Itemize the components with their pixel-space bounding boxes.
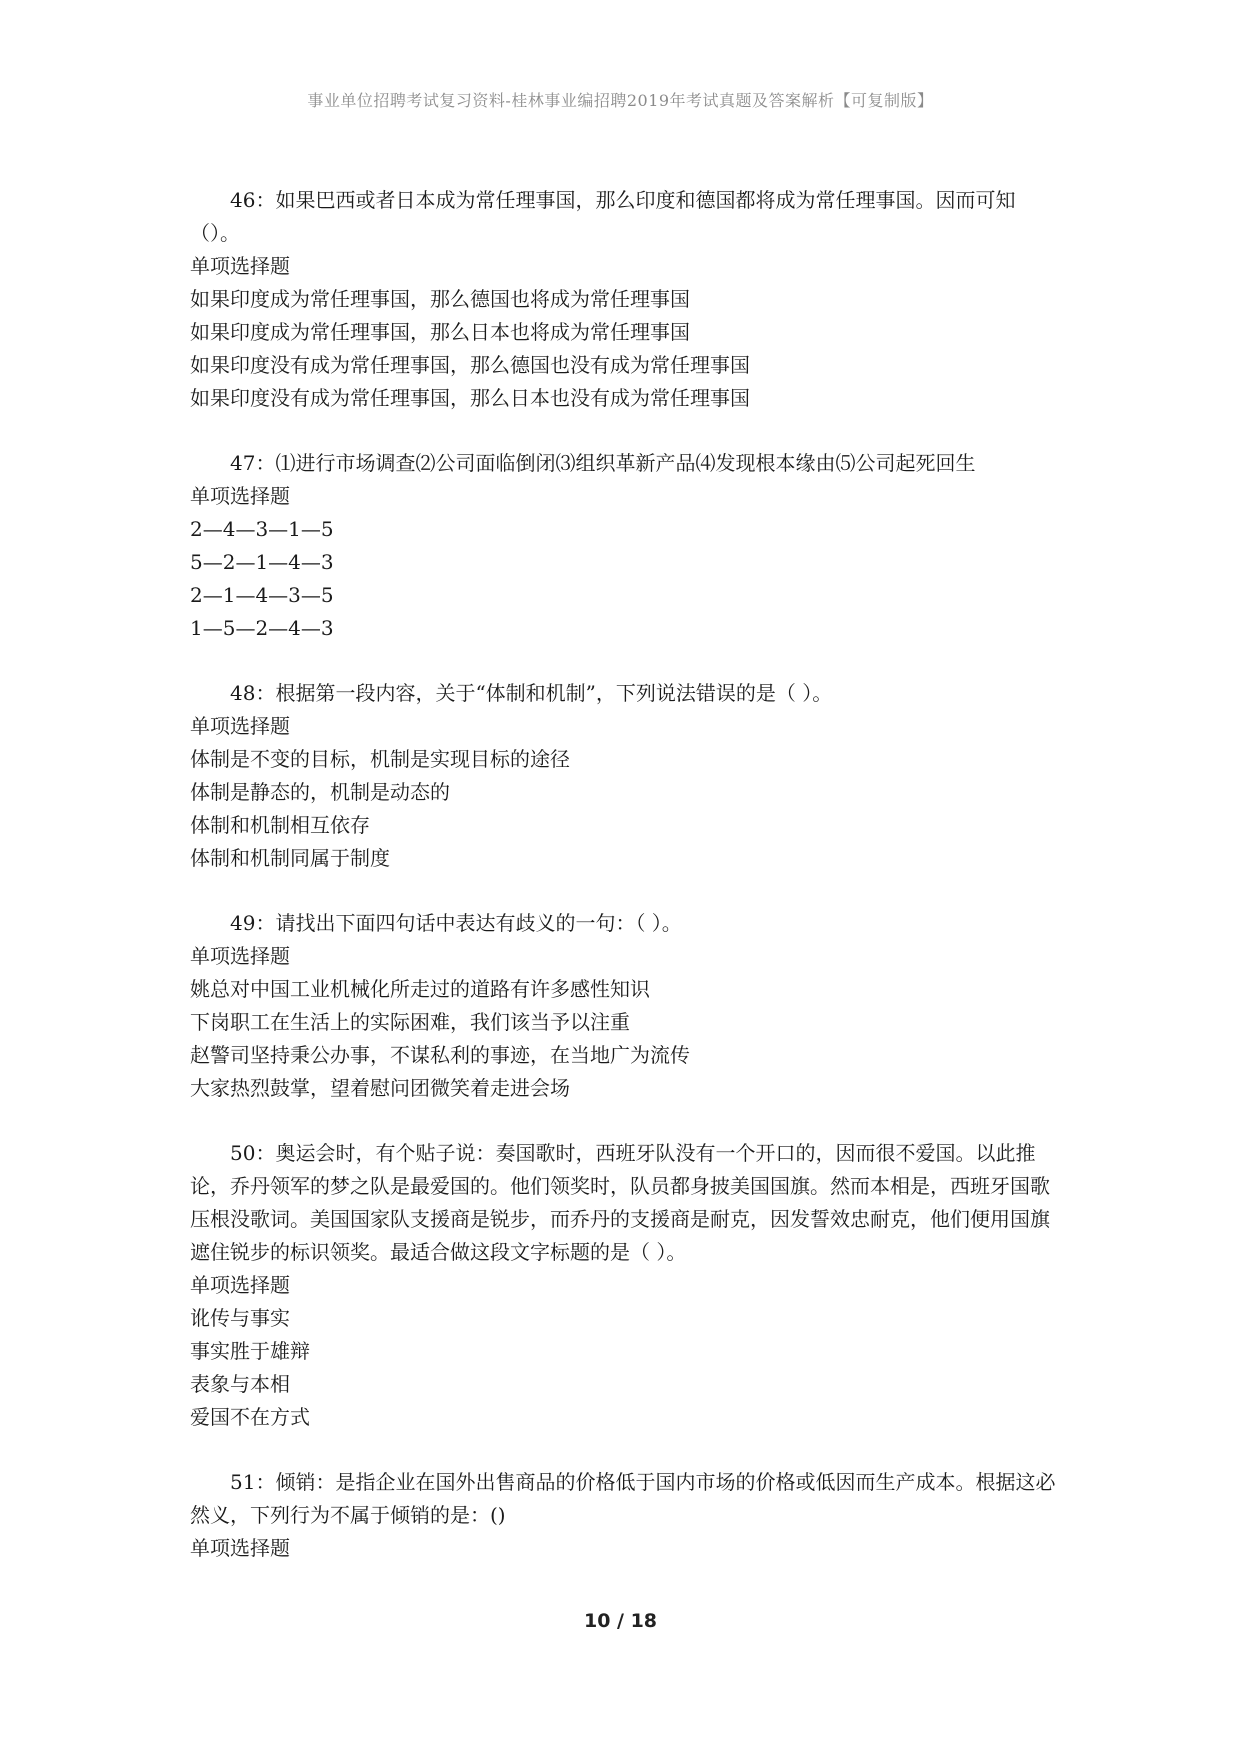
question-48: [190, 677, 1060, 875]
question-stem: 48：根据第一段内容，关于“体制和机制”，下列说法错误的是（ ）。: [230, 681, 833, 705]
question-type: 单项选择题: [190, 1536, 290, 1560]
question-46: [190, 184, 1060, 415]
question-option: 1—5—2—4—3: [190, 616, 334, 640]
question-option: 如果印度成为常任理事国，那么日本也将成为常任理事国: [190, 320, 690, 344]
question-option: 爱国不在方式: [190, 1405, 310, 1429]
question-option: 表象与本相: [190, 1372, 290, 1396]
question-option: 姚总对中国工业机械化所走过的道路有许多感性知识: [190, 977, 650, 1001]
question-option: 赵警司坚持秉公办事，不谋私利的事迹，在当地广为流传: [190, 1043, 690, 1067]
question-option: 2—4—3—1—5: [190, 517, 334, 541]
question-stem: 46：如果巴西或者日本成为常任理事国，那么印度和德国都将成为常任理事国。因而可知（）。: [190, 188, 1016, 245]
question-option: 2—1—4—3—5: [190, 583, 334, 607]
question-option: 体制是静态的，机制是动态的: [190, 780, 450, 804]
question-option: 体制和机制相互依存: [190, 813, 370, 837]
question-type: 单项选择题: [190, 714, 290, 738]
page-header: 事业单位招聘考试复习资料-桂林事业编招聘2019年考试真题及答案解析【可复制版】: [307, 91, 934, 110]
question-option: 大家热烈鼓掌，望着慰问团微笑着走进会场: [190, 1076, 570, 1100]
question-type: 单项选择题: [190, 1273, 290, 1297]
question-option: 事实胜于雄辩: [190, 1339, 310, 1363]
question-47: [190, 447, 1060, 645]
document-body: [190, 184, 1060, 1597]
question-51: [190, 1466, 1060, 1565]
question-type: 单项选择题: [190, 944, 290, 968]
page-number: 10 / 18: [583, 1610, 658, 1632]
question-option: 下岗职工在生活上的实际困难，我们该当予以注重: [190, 1010, 630, 1034]
question-option: 体制是不变的目标，机制是实现目标的途径: [190, 747, 570, 771]
question-option: 体制和机制同属于制度: [190, 846, 390, 870]
question-stem: 50：奥运会时，有个贴子说：奏国歌时，西班牙队没有一个开口的，因而很不爱国。以此推论，乔丹领军的梦之队是最爱国的。他们领奖时，队员都身披美国国旗。然而本相是，西班牙国歌压根没歌词。美国国家队支援商是锐步，而乔丹的支援商是耐克，因发誓效忠耐克，他们便用国旗遮住锐步的标识领奖。最适合做这段文字标题的是（ ）。: [190, 1141, 1050, 1264]
question-49: [190, 907, 1060, 1105]
question-stem: 49：请找出下面四句话中表达有歧义的一句：（ ）。: [230, 911, 682, 935]
question-option: 如果印度成为常任理事国，那么德国也将成为常任理事国: [190, 287, 690, 311]
question-option: 如果印度没有成为常任理事国，那么日本也没有成为常任理事国: [190, 386, 750, 410]
question-stem: 47：⑴进行市场调查⑵公司面临倒闭⑶组织革新产品⑷发现根本缘由⑸公司起死回生: [230, 451, 976, 475]
question-type: 单项选择题: [190, 254, 290, 278]
question-stem: 51：倾销：是指企业在国外出售商品的价格低于国内市场的价格或低因而生产成本。根据这必然义，下列行为不属于倾销的是：(): [190, 1470, 1056, 1527]
question-type: 单项选择题: [190, 484, 290, 508]
question-option: 如果印度没有成为常任理事国，那么德国也没有成为常任理事国: [190, 353, 750, 377]
question-50: [190, 1137, 1060, 1434]
question-option: 5—2—1—4—3: [190, 550, 334, 574]
question-option: 讹传与事实: [190, 1306, 290, 1330]
